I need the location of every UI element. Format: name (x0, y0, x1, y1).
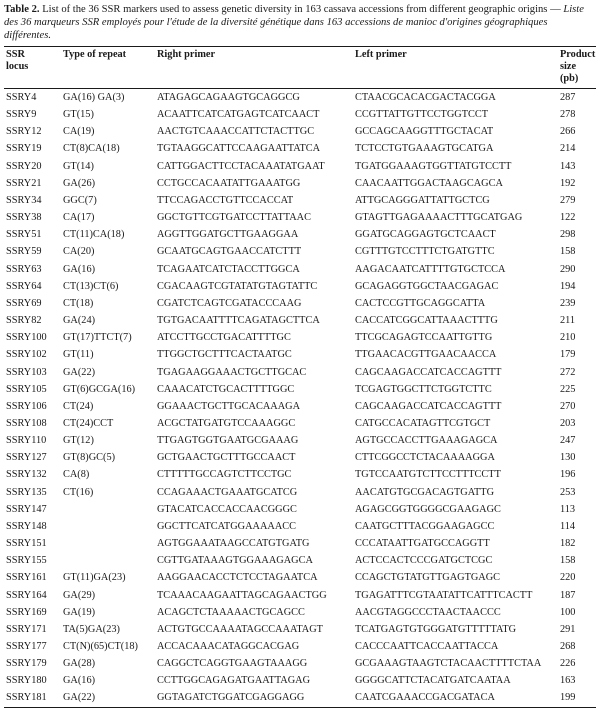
ssr-locus-cell: SSRY34 (6, 194, 42, 206)
right-primer-cell: CAGGCTCAGGTGAAGTAAAGG (157, 658, 308, 670)
product-size-cell: 298 (560, 229, 576, 241)
right-primer-cell: TTGAGTGGTGAATGCGAAAG (157, 435, 299, 447)
repeat-type-cell: GA(16) (63, 263, 96, 275)
right-primer-cell: TGTGACAATTTTCAGATAGCTTCA (157, 315, 320, 327)
repeat-type-cell: CT(8)CA(18) (63, 143, 120, 155)
caption-separator: — (550, 4, 561, 15)
left-primer-cell: CCAGCTGTATGTTGAGTGAGC (355, 572, 501, 584)
table-row (4, 484, 596, 501)
right-primer-cell: AGGTTGGATGCTTGAAGGAA (157, 229, 299, 241)
right-primer-cell: GGAAACTGCTTGCACAAAGA (157, 400, 301, 412)
product-size-cell: 179 (560, 349, 576, 361)
product-size-cell: 225 (560, 383, 576, 395)
left-primer-cell: CCGTTATTGTTCCTGGTCCT (355, 109, 489, 121)
right-primer-cell: CCTGCCACAATATTGAAATGG (157, 177, 301, 189)
table-row (4, 415, 596, 432)
table-row (4, 689, 596, 707)
left-primer-cell: CAGCAAGACCATCACCAGTTT (355, 366, 502, 378)
right-primer-cell: ATAGAGCAGAAGTGCAGGCG (157, 92, 300, 103)
left-primer-cell: CGTTTGTCCTTTCTGATGTTC (355, 246, 495, 258)
product-size-cell: 143 (560, 160, 576, 172)
left-primer-cell: CAATCGAAACCGACGATACA (355, 692, 495, 704)
left-primer-cell: GCGAAAGTAAGTCTACAACTTTTCTAA (355, 658, 542, 670)
left-primer-cell: TCGAGTGGCTTCTGGTCTTC (355, 383, 492, 395)
right-primer-cell: CTTTTTGCCAGTCTTCCTGC (157, 469, 292, 481)
header-right-primer: Right primer (157, 49, 216, 60)
repeat-type-cell: GT(6)GCGA(16) (63, 383, 136, 395)
repeat-type-cell: CT(18) (63, 297, 94, 309)
product-size-cell: 279 (560, 194, 576, 206)
right-primer-cell: GTACATCACCACCAACGGGC (157, 503, 297, 515)
repeat-type-cell: CT(24)CCT (63, 417, 114, 429)
ssr-locus-cell: SSRY177 (6, 641, 47, 652)
product-size-cell: 210 (560, 332, 576, 344)
left-primer-cell: AACGTAGGCCCTAACTAACCC (355, 606, 501, 618)
repeat-type-cell: GT(17)TTCT(7) (63, 332, 132, 344)
product-size-cell: 239 (560, 297, 576, 309)
right-primer-cell: CCTTGGCAGAGATGAATTAGAG (157, 675, 311, 687)
repeat-type-cell: GA(22) (63, 366, 96, 378)
left-primer-cell: CCCATAATTGATGCCAGGTT (355, 538, 490, 550)
ssr-locus-cell: SSRY180 (6, 675, 47, 687)
left-primer-cell: CATGCCACATAGTTCGTGCT (355, 417, 491, 429)
table-row (4, 381, 596, 398)
ssr-locus-cell: SSRY82 (6, 315, 42, 327)
ssr-locus-cell: SSRY151 (6, 538, 47, 550)
left-primer-cell: AGAGCGGTGGGGCGAAGAGC (355, 503, 501, 515)
table-row (4, 295, 596, 312)
product-size-cell: 114 (560, 520, 576, 532)
table-row (4, 364, 596, 381)
right-primer-cell: ACCACAAACATAGGCACGAG (157, 641, 300, 652)
left-primer-cell: CAACAATTGGACTAAGCAGCA (355, 177, 503, 189)
repeat-type-cell: GA(22) (63, 692, 96, 704)
table-row (4, 158, 596, 175)
right-primer-cell: TCAGAATCATCTACCTTGGCA (157, 263, 300, 275)
table-row (4, 140, 596, 157)
table-row (4, 655, 596, 672)
ssr-locus-cell: SSRY9 (6, 109, 37, 121)
repeat-type-cell: GA(19) (63, 606, 96, 618)
repeat-type-cell: TA(5)GA(23) (63, 623, 120, 635)
table-row (4, 501, 596, 518)
left-primer-cell: TGATGGAAAGTGGTTATGTCCTT (355, 160, 512, 172)
repeat-type-cell: GA(28) (63, 658, 96, 670)
table-row (4, 621, 596, 638)
caption-english: List of the 36 SSR markers used to assess genetic diversity in 163 cassava accessions from different geographic origins (42, 4, 548, 15)
left-primer-cell: GGGGCATTCTACATGATCAATAA (355, 675, 511, 687)
product-size-cell: 113 (560, 503, 576, 515)
header-type-of-repeat: Type of repeat (63, 49, 127, 60)
left-primer-cell: CAATGCTTTACGGAAGAGCC (355, 520, 495, 532)
repeat-type-cell (61, 535, 155, 552)
ssr-locus-cell: SSRY132 (6, 469, 47, 481)
table-row (4, 346, 596, 363)
ssr-locus-cell: SSRY181 (6, 692, 47, 704)
table-row (4, 89, 596, 107)
table-row (4, 123, 596, 140)
right-primer-cell: CGACAAGTCGTATATGTAGTATTC (157, 280, 318, 292)
repeat-type-cell: GT(15) (63, 109, 94, 121)
right-primer-cell: GGTAGATCTGGATCGAGGAGG (157, 692, 305, 704)
left-primer-cell: AGTGCCACCTTGAAAGAGCA (355, 435, 498, 447)
right-primer-cell: TGAGAAGGAAACTGCTTGCAC (157, 366, 307, 378)
product-size-cell: 211 (560, 315, 576, 327)
repeat-type-cell: CT(11)CA(18) (63, 229, 125, 241)
product-size-cell: 192 (560, 177, 576, 189)
product-size-cell: 158 (560, 246, 576, 258)
right-primer-cell: AGTGGAAATAAGCCATGTGATG (157, 538, 310, 550)
ssr-locus-cell: SSRY20 (6, 160, 42, 172)
ssr-locus-cell: SSRY4 (6, 92, 37, 103)
left-primer-cell: CACCATCGGCATTAAACTTTG (355, 315, 498, 327)
left-primer-cell: TTGAACACGTTGAACAACCA (355, 349, 497, 361)
repeat-type-cell: GT(14) (63, 160, 94, 172)
table-row (4, 329, 596, 346)
product-size-cell: 196 (560, 469, 576, 481)
repeat-type-cell: CA(8) (63, 469, 90, 481)
left-primer-cell: GGATGCAGGAGTGCTCAACT (355, 229, 496, 241)
table-row (4, 106, 596, 123)
ssr-locus-cell: SSRY161 (6, 572, 47, 584)
repeat-type-cell: GA(29) (63, 589, 96, 601)
left-primer-cell: CAGCAAGACCATCACCAGTTT (355, 400, 502, 412)
left-primer-cell: GCCAGCAAGGTTTGCTACAT (355, 126, 494, 138)
product-size-cell: 270 (560, 400, 576, 412)
left-primer-cell: TGAGATTTCGTAATATTCATTTCACTT (355, 589, 533, 601)
product-size-cell: 187 (560, 589, 576, 601)
repeat-type-cell: GT(11)GA(23) (63, 572, 126, 584)
ssr-locus-cell: SSRY179 (6, 658, 47, 670)
right-primer-cell: GCAATGCAGTGAACCATCTTT (157, 246, 302, 258)
product-size-cell: 287 (560, 92, 576, 103)
repeat-type-cell: GA(16) (63, 675, 96, 687)
table-row (4, 175, 596, 192)
right-primer-cell: TTGGCTGCTTTCACTAATGC (157, 349, 292, 361)
right-primer-cell: AAGGAACACCTCTCCTAGAATCA (157, 572, 318, 584)
ssr-locus-cell: SSRY19 (6, 143, 42, 155)
ssr-locus-cell: SSRY164 (6, 589, 47, 601)
repeat-type-cell: GT(8)GC(5) (63, 452, 116, 464)
product-size-cell: 158 (560, 555, 576, 567)
left-primer-cell: ATTGCAGGGATTATTGCTCG (355, 194, 490, 206)
table-row (4, 535, 596, 552)
left-primer-cell: AAGACAATCATTTTGTGCTCCA (355, 263, 506, 275)
ssr-locus-cell: SSRY169 (6, 606, 47, 618)
header-product-size: Product size (pb) (560, 49, 596, 84)
product-size-cell: 182 (560, 538, 576, 550)
repeat-type-cell: GA(16) GA(3) (63, 92, 125, 103)
product-size-cell: 291 (560, 623, 576, 635)
product-size-cell: 272 (560, 366, 576, 378)
table-row (4, 449, 596, 466)
table-row (4, 552, 596, 569)
table-row (4, 604, 596, 621)
product-size-cell: 214 (560, 143, 576, 155)
repeat-type-cell: GA(26) (63, 177, 96, 189)
ssr-locus-cell: SSRY63 (6, 263, 42, 275)
left-primer-cell: TCTCCTGTGAAAGTGCATGA (355, 143, 494, 155)
repeat-type-cell: CA(17) (63, 212, 95, 224)
ssr-locus-cell: SSRY108 (6, 417, 47, 429)
right-primer-cell: AACTGTCAAACCATTCTACTTGC (157, 126, 315, 138)
repeat-type-cell: GGC(7) (63, 194, 97, 206)
table-row (4, 638, 596, 655)
ssr-locus-cell: SSRY106 (6, 400, 47, 412)
right-primer-cell: TTCCAGACCTGTTCCACCAT (157, 194, 294, 206)
left-primer-cell: CTTCGGCCTCTACAAAAGGA (355, 452, 495, 464)
right-primer-cell: CGTTGATAAAGTGGAAAGAGCA (157, 555, 313, 567)
product-size-cell: 220 (560, 572, 576, 584)
ssr-locus-cell: SSRY38 (6, 212, 42, 224)
right-primer-cell: CGATCTCAGTCGATACCCAAG (157, 297, 302, 309)
left-primer-cell: TCATGAGTGTGGGATGTTTTTATG (355, 623, 517, 635)
ssr-locus-cell: SSRY155 (6, 555, 47, 567)
right-primer-cell: GGCTTCATCATGGAAAAACC (157, 520, 297, 532)
repeat-type-cell: GT(12) (63, 435, 94, 447)
ssr-locus-cell: SSRY135 (6, 486, 47, 498)
ssr-locus-cell: SSRY59 (6, 246, 42, 258)
repeat-type-cell: CT(13)CT(6) (63, 280, 119, 292)
table-row (4, 466, 596, 483)
left-primer-cell: GTAGTTGAGAAAACTTTGCATGAG (355, 212, 523, 224)
left-primer-cell: TTCGCAGAGTCCAATTGTTG (355, 332, 493, 344)
ssr-locus-cell: SSRY12 (6, 126, 42, 138)
left-primer-cell: CACCCAATTCACCAATTACCA (355, 641, 499, 652)
table-row (4, 312, 596, 329)
left-primer-cell: AACATGTGCGACAGTGATTG (355, 486, 495, 498)
right-primer-cell: TGTAAGGCATTCCAAGAATTATCA (157, 143, 321, 155)
caption-label: Table 2. (4, 4, 40, 15)
repeat-type-cell: CT(N)(65)CT(18) (63, 641, 138, 652)
table-row (4, 243, 596, 260)
left-primer-cell: CTAACGCACACGACTACGGA (355, 92, 496, 103)
table-row (4, 518, 596, 535)
ssr-locus-cell: SSRY171 (6, 623, 47, 635)
product-size-cell: 290 (560, 263, 576, 275)
table-caption (4, 3, 596, 42)
right-primer-cell: GCTGAACTGCTTTGCCAACT (157, 452, 296, 464)
right-primer-cell: ACTGTGCCAAAATAGCCAAATAGT (157, 623, 323, 635)
product-size-cell: 194 (560, 280, 576, 292)
repeat-type-cell: GA(24) (63, 315, 96, 327)
ssr-locus-cell: SSRY110 (6, 435, 47, 447)
left-primer-cell: TGTCCAATGTCTTCCTTTCCTT (355, 469, 501, 481)
ssr-locus-cell: SSRY103 (6, 366, 47, 378)
ssr-locus-cell: SSRY102 (6, 349, 47, 361)
ssr-locus-cell: SSRY21 (6, 177, 42, 189)
left-primer-cell: GCAGAGGTGGCTAACGAGAC (355, 280, 499, 292)
product-size-cell: 122 (560, 212, 576, 224)
left-primer-cell: CACTCCGTTGCAGGCATTA (355, 297, 486, 309)
right-primer-cell: ATCCTTGCCTGACATTTTGC (157, 332, 291, 344)
product-size-cell: 253 (560, 486, 576, 498)
table-row (4, 587, 596, 604)
table-row (4, 192, 596, 209)
product-size-cell: 100 (560, 606, 576, 618)
repeat-type-cell: CA(20) (63, 246, 95, 258)
repeat-type-cell: CA(19) (63, 126, 95, 138)
product-size-cell: 199 (560, 692, 576, 704)
ssr-locus-cell: SSRY51 (6, 229, 42, 241)
left-primer-cell: ACTCCACTCCCGATGCTCGC (355, 555, 493, 567)
ssr-locus-cell: SSRY148 (6, 520, 47, 532)
right-primer-cell: GGCTGTTCGTGATCCTTATTAAC (157, 212, 311, 224)
ssr-locus-cell: SSRY127 (6, 452, 47, 464)
product-size-cell: 278 (560, 109, 576, 121)
header-ssr-locus: SSR locus (6, 49, 29, 72)
product-size-cell: 266 (560, 126, 576, 138)
table-row (4, 569, 596, 586)
table-row (4, 226, 596, 243)
repeat-type-cell: GT(11) (63, 349, 94, 361)
repeat-type-cell (61, 552, 155, 569)
caption-french: Liste des 36 marqueurs SSR employés pour l'étude de la diversité génétique dans 163 accessions de manioc d'origines géographiques différentes. (4, 4, 584, 41)
table-row (4, 209, 596, 226)
right-primer-cell: CAAACATCTGCACTTTTGGC (157, 383, 295, 395)
repeat-type-cell (61, 518, 155, 535)
table-row (4, 261, 596, 278)
ssr-locus-cell: SSRY64 (6, 280, 42, 292)
right-primer-cell: TCAAACAAGAATTAGCAGAACTGG (157, 589, 327, 601)
repeat-type-cell: CT(16) (63, 486, 94, 498)
repeat-type-cell: CT(24) (63, 400, 94, 412)
right-primer-cell: ACAATTCATCATGAGTCATCAACT (157, 109, 320, 121)
table-body (4, 89, 596, 708)
table-row (4, 672, 596, 689)
product-size-cell: 130 (560, 452, 576, 464)
ssr-locus-cell: SSRY100 (6, 332, 47, 344)
right-primer-cell: CATTGGACTTCCTACAAATATGAAT (157, 160, 325, 172)
right-primer-cell: CCAGAAACTGAAATGCATCG (157, 486, 298, 498)
product-size-cell: 203 (560, 417, 576, 429)
product-size-cell: 247 (560, 435, 576, 447)
ssr-locus-cell: SSRY105 (6, 383, 47, 395)
right-primer-cell: ACGCTATGATGTCCAAAGGC (157, 417, 296, 429)
right-primer-cell: ACAGCTCTAAAAACTGCAGCC (157, 606, 305, 618)
ssr-locus-cell: SSRY69 (6, 297, 42, 309)
repeat-type-cell (61, 501, 155, 518)
header-left-primer: Left primer (355, 49, 407, 60)
ssr-table (4, 47, 596, 708)
product-size-cell: 163 (560, 675, 576, 687)
ssr-locus-cell: SSRY147 (6, 503, 47, 515)
table-row (4, 398, 596, 415)
product-size-cell: 226 (560, 658, 576, 670)
product-size-cell: 268 (560, 641, 576, 652)
table-row (4, 278, 596, 295)
header-row (4, 47, 596, 89)
table-row (4, 432, 596, 449)
